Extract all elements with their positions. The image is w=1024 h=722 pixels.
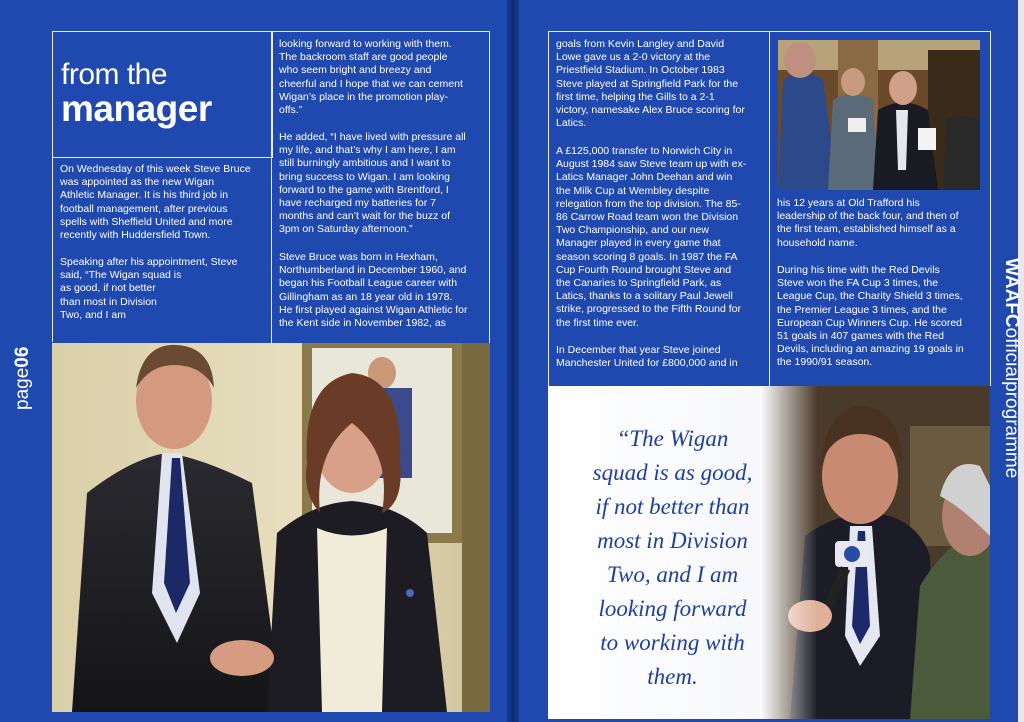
left-col2-rule-right (489, 31, 490, 343)
title-line-2: manager (61, 88, 212, 129)
publication-label-light: officialprogramme (1001, 327, 1022, 479)
right-col1-paragraph-3: In December that year Steve joined Manchester United for £800,000 and in (556, 344, 738, 370)
right-col1-paragraph-1: goals from Kevin Langley and David Lowe gave us a 2-0 victory at the Priestfield Stadium. In October 1983 Steve played at Springfield Park for the first time, helping the Gills to a 2-1 victory, namesake Alex Bruce scoring for Latics. (556, 38, 745, 130)
right-col2-rule-left (769, 31, 770, 386)
right-col1-paragraph-2: A £125,000 transfer to Norwich City in August 1984 saw Steve team up with ex- Latics Manager John Deehan and win the Milk Cup at Wembley despite relegation from the top division. The 85- 86 Carrow Road team won the Division Two Championship, and our new Manager played in every game that season scoring 8 goals. In 1987 the FA Cup Fourth Round brought Steve and the Canaries to Springfield Park, as Latics, thanks to a solitary Paul Jewell strike, progressed to the Fifth Round for the first time ever. (556, 145, 747, 329)
left-col2-paragraph-3: Steve Bruce was born in Hexham, Northumberland in December 1960, and began his Football League career with Gillingham as an 18 year old in 1978. He first played against Wigan Athletic for the Kent side in November 1982, as (279, 251, 468, 330)
page-label-prefix: page (12, 367, 33, 410)
publication-label (1000, 258, 1022, 478)
interview-photo (760, 386, 990, 719)
title-line-1: from the (61, 58, 168, 91)
handshake-photo (52, 343, 490, 712)
left-col1-paragraph-2: Speaking after his appointment, Steve said, “The Wigan squad is as good, if not better than most in Division Two, and I am (60, 256, 238, 321)
pull-quote: “The Wigan squad is as good, if not better than most in Division Two, and I am looking forward to working with them. (592, 426, 753, 689)
right-col2-rule-right (990, 31, 991, 386)
publication-label-bold: WAAFC (1001, 258, 1022, 328)
left-col1-paragraph-1: On Wednesday of this week Steve Bruce was appointed as the new Wigan Athletic Manager. It is his third job in football management, after previous spells with Sheffield United and more recently with Huddersfield Town. (60, 163, 251, 242)
title-box (52, 31, 273, 158)
left-col2-rule-top (271, 31, 490, 32)
press-conference-photo (778, 40, 980, 190)
page-label-number: 06 (12, 346, 33, 368)
right-col2-paragraph-1: his 12 years at Old Trafford his leadership of the back four, and then of the first team, established himself as a household name. (777, 197, 959, 249)
left-col2-paragraph-1: looking forward to working with them. The backroom staff are good people who seem bright and breezy and cheerful and I hope that we can cement Wigan’s place in the promotion play- offs.” (279, 38, 463, 117)
right-col2-paragraph-2: During his time with the Red Devils Steve won the FA Cup 3 times, the League Cup, the Charity Shield 3 times, the Premier League 3 times, and the European Cup Winners Cup. He scored 51 goals in 407 games with the Red Devils, including an amazing 19 goals in the 1990/91 season. (777, 264, 964, 369)
left-col2-rule-left (271, 31, 272, 343)
page-gutter (507, 0, 519, 722)
right-col1-rule-left (548, 31, 549, 386)
page-number-label (12, 347, 34, 410)
left-col2-paragraph-2: He added, “I have lived with pressure all my life, and that’s why I am here, I am still burningly ambitious and I want to bring success to Wigan. I am looking forward to the game with Brentford, I have recharged my batteries for 7 months and can’t wait for the buzz of 3pm on Saturday afternoon.” (279, 131, 466, 236)
left-col1-rule-left (52, 156, 53, 342)
